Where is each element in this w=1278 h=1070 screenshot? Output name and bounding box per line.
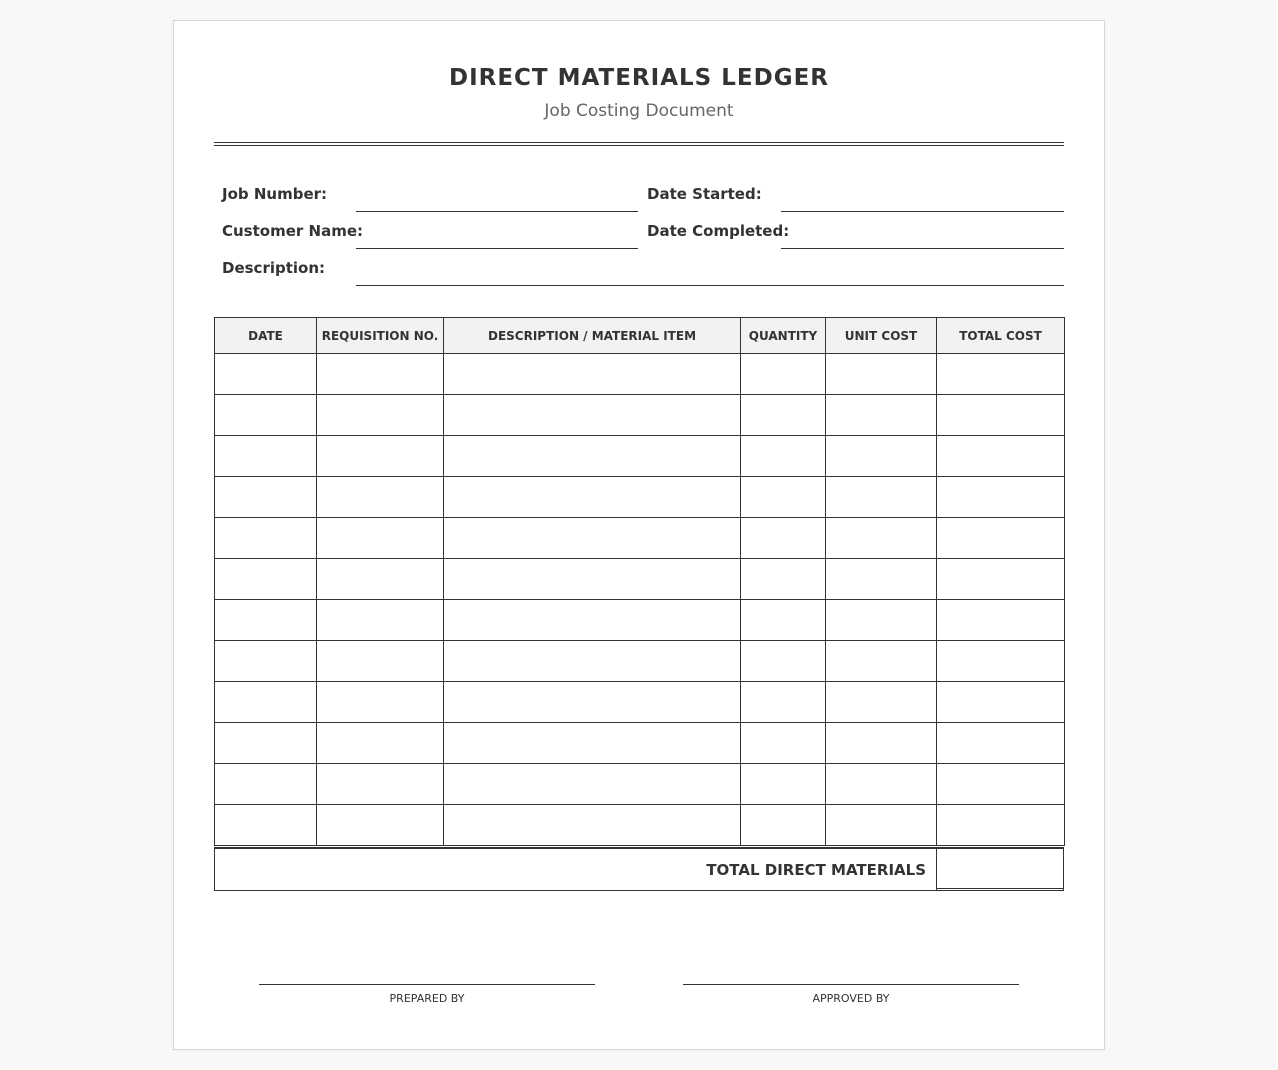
unit-cost-cell[interactable] [826, 436, 937, 477]
requisition-no-cell[interactable] [317, 764, 444, 805]
requisition-no-cell[interactable] [317, 805, 444, 846]
materials-ledger-table [214, 317, 1065, 846]
date-cell[interactable] [215, 518, 317, 559]
table-header-row [215, 318, 1065, 354]
column-header-total-cost: TOTAL COST [937, 318, 1065, 354]
unit-cost-cell[interactable] [826, 395, 937, 436]
quantity-cell[interactable] [741, 477, 826, 518]
column-header-date: DATE [215, 318, 317, 354]
job-number-field[interactable] [356, 211, 638, 212]
total-cost-cell[interactable] [937, 354, 1065, 395]
date-completed-label: Date Completed: [647, 222, 790, 240]
date-cell[interactable] [215, 395, 317, 436]
unit-cost-cell[interactable] [826, 477, 937, 518]
unit-cost-cell[interactable] [826, 559, 937, 600]
table-row [215, 682, 1065, 723]
table-row [215, 518, 1065, 559]
quantity-cell[interactable] [741, 641, 826, 682]
description-label: Description: [222, 259, 326, 277]
total-double-underline [936, 887, 1064, 889]
total-cost-cell[interactable] [937, 805, 1065, 846]
requisition-no-cell[interactable] [317, 395, 444, 436]
table-row [215, 600, 1065, 641]
total-cost-cell[interactable] [937, 518, 1065, 559]
requisition-no-cell[interactable] [317, 600, 444, 641]
unit-cost-cell[interactable] [826, 805, 937, 846]
table-row [215, 436, 1065, 477]
date-cell[interactable] [215, 477, 317, 518]
date-cell[interactable] [215, 559, 317, 600]
description-cell[interactable] [444, 395, 741, 436]
table-row [215, 764, 1065, 805]
table-row [215, 723, 1065, 764]
date-started-label: Date Started: [647, 185, 762, 203]
table-row [215, 559, 1065, 600]
total-cost-cell[interactable] [937, 641, 1065, 682]
column-header-description: DESCRIPTION / MATERIAL ITEM [444, 318, 741, 354]
requisition-no-cell[interactable] [317, 723, 444, 764]
description-cell[interactable] [444, 723, 741, 764]
date-cell[interactable] [215, 723, 317, 764]
document-subtitle: Job Costing Document [544, 101, 734, 121]
column-header-quantity: QUANTITY [741, 318, 826, 354]
date-cell[interactable] [215, 436, 317, 477]
requisition-no-cell[interactable] [317, 559, 444, 600]
total-cost-cell[interactable] [937, 477, 1065, 518]
table-row [215, 477, 1065, 518]
approved-by-label: APPROVED BY [812, 992, 890, 1005]
description-field[interactable] [356, 285, 1064, 286]
prepared-by-signature-line[interactable] [259, 984, 595, 985]
requisition-no-cell[interactable] [317, 682, 444, 723]
description-cell[interactable] [444, 477, 741, 518]
total-cost-cell[interactable] [937, 559, 1065, 600]
total-direct-materials-label: TOTAL DIRECT MATERIALS [706, 861, 926, 879]
description-cell[interactable] [444, 641, 741, 682]
description-cell[interactable] [444, 600, 741, 641]
unit-cost-cell[interactable] [826, 723, 937, 764]
quantity-cell[interactable] [741, 682, 826, 723]
quantity-cell[interactable] [741, 559, 826, 600]
requisition-no-cell[interactable] [317, 477, 444, 518]
table-row [215, 354, 1065, 395]
unit-cost-cell[interactable] [826, 682, 937, 723]
date-cell[interactable] [215, 600, 317, 641]
date-cell[interactable] [215, 354, 317, 395]
prepared-by-label: PREPARED BY [389, 992, 465, 1005]
date-cell[interactable] [215, 764, 317, 805]
date-cell[interactable] [215, 805, 317, 846]
requisition-no-cell[interactable] [317, 641, 444, 682]
total-cost-cell[interactable] [937, 395, 1065, 436]
table-row [215, 641, 1065, 682]
unit-cost-cell[interactable] [826, 518, 937, 559]
description-cell[interactable] [444, 805, 741, 846]
quantity-cell[interactable] [741, 764, 826, 805]
requisition-no-cell[interactable] [317, 518, 444, 559]
description-cell[interactable] [444, 436, 741, 477]
quantity-cell[interactable] [741, 436, 826, 477]
table-body [215, 354, 1065, 846]
description-cell[interactable] [444, 559, 741, 600]
unit-cost-cell[interactable] [826, 641, 937, 682]
date-completed-field[interactable] [781, 248, 1064, 249]
description-cell[interactable] [444, 682, 741, 723]
description-cell[interactable] [444, 354, 741, 395]
description-cell[interactable] [444, 764, 741, 805]
total-cost-cell[interactable] [937, 764, 1065, 805]
ledger-page [173, 20, 1105, 1050]
date-started-field[interactable] [781, 211, 1064, 212]
date-cell[interactable] [215, 682, 317, 723]
description-cell[interactable] [444, 518, 741, 559]
document-title: DIRECT MATERIALS LEDGER [448, 65, 829, 91]
quantity-cell[interactable] [741, 518, 826, 559]
quantity-cell[interactable] [741, 805, 826, 846]
quantity-cell[interactable] [741, 395, 826, 436]
requisition-no-cell[interactable] [317, 354, 444, 395]
header-divider [214, 142, 1064, 146]
unit-cost-cell[interactable] [826, 354, 937, 395]
quantity-cell[interactable] [741, 600, 826, 641]
unit-cost-cell[interactable] [826, 600, 937, 641]
quantity-cell[interactable] [741, 723, 826, 764]
column-header-unit-cost: UNIT COST [826, 318, 937, 354]
total-cost-cell[interactable] [937, 723, 1065, 764]
unit-cost-cell[interactable] [826, 764, 937, 805]
total-direct-materials-field[interactable] [936, 849, 1064, 890]
total-row [214, 847, 1064, 891]
requisition-no-cell[interactable] [317, 436, 444, 477]
table-row [215, 805, 1065, 846]
job-number-label: Job Number: [222, 185, 328, 203]
customer-name-label: Customer Name: [222, 222, 363, 240]
total-cost-cell[interactable] [937, 600, 1065, 641]
column-header-requisition-no: REQUISITION NO. [317, 318, 444, 354]
approved-by-signature-line[interactable] [683, 984, 1019, 985]
date-cell[interactable] [215, 641, 317, 682]
total-cost-cell[interactable] [937, 682, 1065, 723]
quantity-cell[interactable] [741, 354, 826, 395]
table-row [215, 395, 1065, 436]
customer-name-field[interactable] [356, 248, 638, 249]
total-cost-cell[interactable] [937, 436, 1065, 477]
